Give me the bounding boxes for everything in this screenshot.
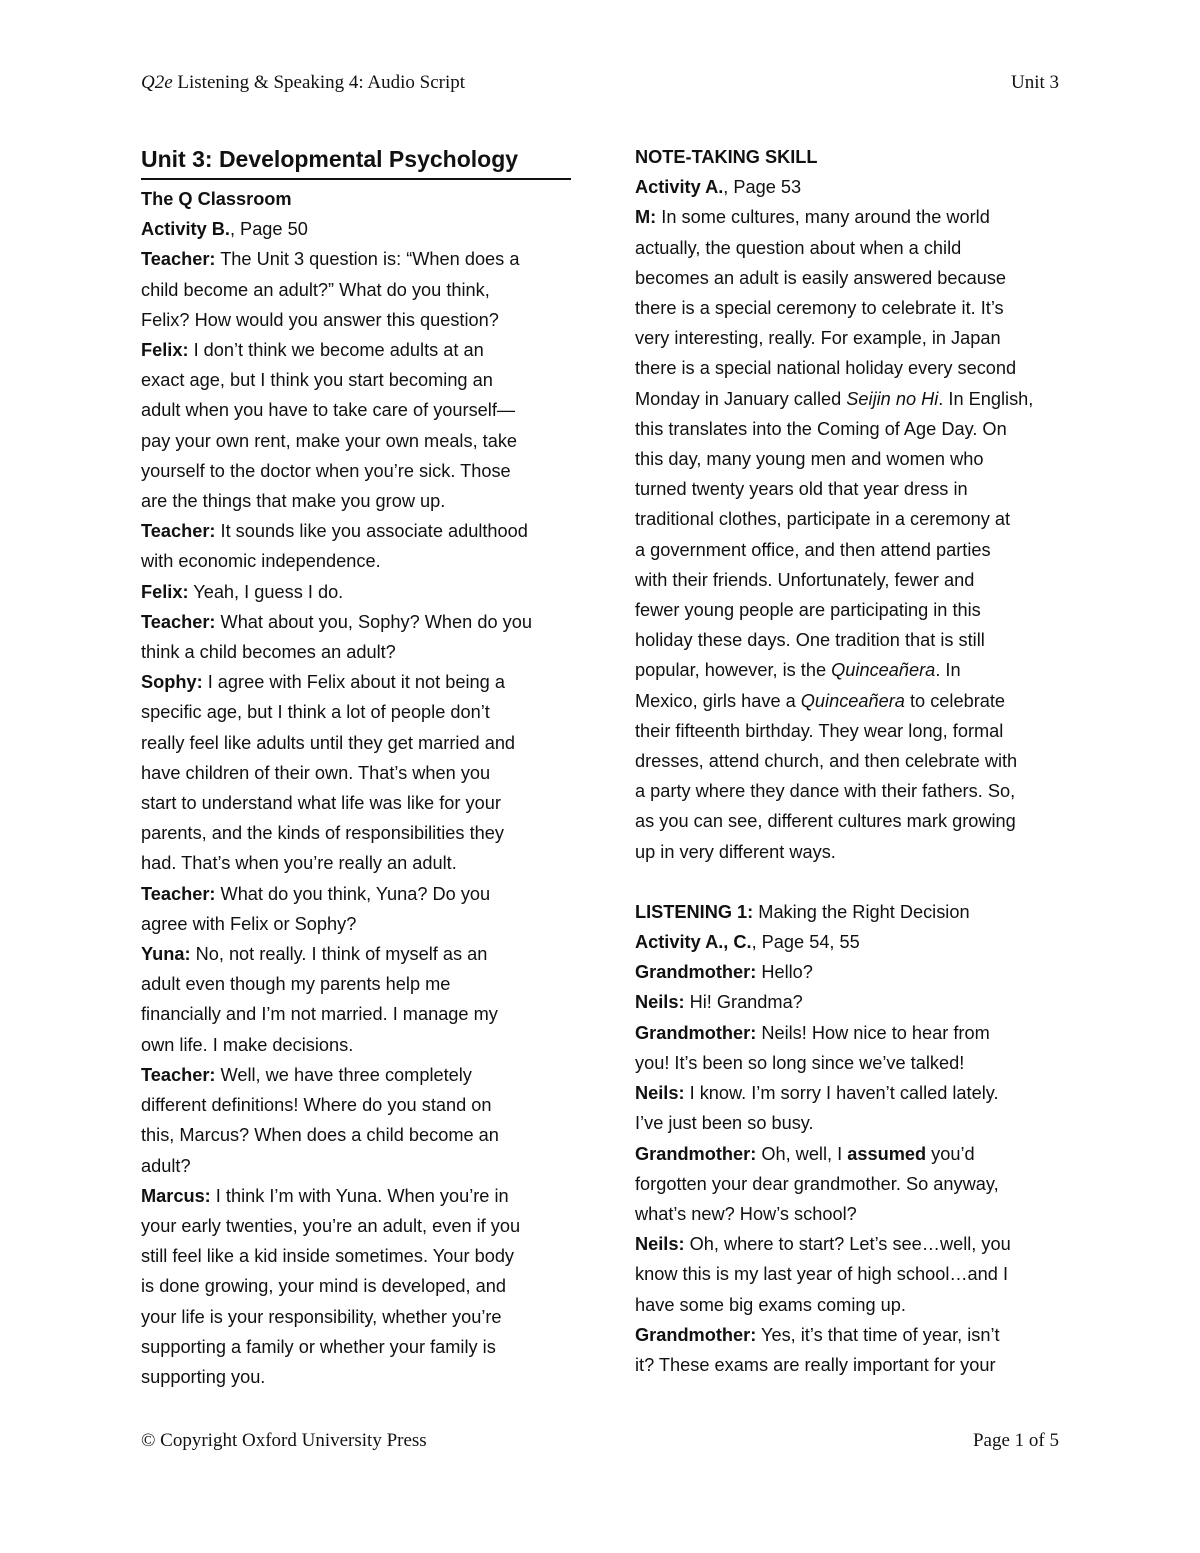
transcript-line: Grandmother: Yes, it’s that time of year, isn’t [635,1324,1000,1345]
speaker-label: Marcus: [141,1185,211,1206]
transcript-line: different definitions! Where do you stand on [141,1095,492,1116]
transcript-line: is done growing, your mind is developed, and [141,1276,506,1297]
speaker-label: Felix: [141,340,189,361]
transcript-line: Sophy: I agree with Felix about it not being a [141,672,505,693]
transcript-line: yourself to the doctor when you’re sick. Those [141,460,511,481]
transcript-line: M: In some cultures, many around the world [635,207,990,228]
transcript-line: have some big exams coming up. [635,1294,906,1315]
page-footer [141,1430,1059,1460]
transcript-line: Neils: Oh, where to start? Let’s see…well, you [635,1234,1011,1255]
emphasis: Seijin no Hi [846,388,939,409]
transcript-line: adult even though my parents help me [141,974,451,995]
emphasis: Quinceañera [800,690,905,711]
transcript-line: with economic independence. [141,551,381,572]
transcript-line: specific age, but I think a lot of people don’t [141,702,490,723]
transcript-line: this translates into the Coming of Age Day. On [635,418,1007,439]
transcript-line: what’s new? How’s school? [635,1203,857,1224]
activity-page: , Page 53 [723,177,802,198]
transcript-line: as you can see, different cultures mark growing [635,811,1016,832]
transcript-line: Teacher: What about you, Sophy? When do you [141,611,532,632]
header-title [141,72,465,94]
speaker-label: Neils: [635,1083,685,1104]
header-title-rest: Listening & Speaking 4: Audio Script [172,72,466,93]
speaker-label: M: [635,207,657,228]
transcript-line: are the things that make you grow up. [141,491,446,512]
right-column [635,142,1065,1380]
speaker-label: Sophy: [141,672,203,693]
transcript-line: financially and I’m not married. I manage my [141,1004,498,1025]
transcript-line: this, Marcus? When does a child become an [141,1125,499,1146]
transcript-line: Felix: I don’t think we become adults at an [141,340,484,361]
transcript-line: start to understand what life was like for your [141,793,501,814]
page-header [141,72,1059,102]
transcript-line: pay your own rent, make your own meals, take [141,430,518,451]
transcript-line: Felix: Yeah, I guess I do. [141,581,344,602]
transcript-line: child become an adult?” What do you think, [141,279,490,300]
listening-heading [635,897,1065,927]
header-title-italic: Q2e [141,72,173,93]
transcript-line: up in very different ways. [635,841,836,862]
transcript-line: have children of their own. That’s when you [141,762,491,783]
header-unit: Unit 3 [1010,72,1059,93]
transcript-line: popular, however, is the Quinceañera. In [635,660,961,681]
transcript-line: Grandmother: Neils! How nice to hear from [635,1022,990,1043]
transcript-line: Teacher: It sounds like you associate adulthood [141,521,528,542]
left-column [141,142,571,1392]
unit-title: Unit 3: Developmental Psychology [141,142,571,180]
transcript-line: adult when you have to take care of yourself— [141,400,516,421]
transcript-line: there is a special ceremony to celebrate it. It’s [635,298,1004,319]
transcript-line: Teacher: The Unit 3 question is: “When does a [141,249,520,270]
transcript-line: parents, and the kinds of responsibilities they [141,823,504,844]
speaker-label: Felix: [141,581,189,602]
transcript-line: Grandmother: Hello? [635,962,813,983]
transcript-line: know this is my last year of high school…and I [635,1264,1009,1285]
transcript-line: Yuna: No, not really. I think of myself as an [141,944,488,965]
transcript-line: Neils: I know. I’m sorry I haven’t called lately. [635,1083,999,1104]
transcript-line: your life is your responsibility, whether you’re [141,1306,502,1327]
note-activity-heading [635,172,1065,202]
listening-activity-heading [635,927,1065,957]
transcript-line: a party where they dance with their fathers. So, [635,781,1016,802]
transcript-line: your early twenties, you’re an adult, even if you [141,1215,521,1236]
transcript-line: becomes an adult is easily answered because [635,267,1007,288]
note-transcript [635,202,1065,866]
page-number: Page 1 of 5 [972,1430,1059,1451]
speaker-label: Grandmother: [635,962,757,983]
speaker-label: Teacher: [141,249,216,270]
speaker-label: Grandmother: [635,1143,757,1164]
transcript-line: a government office, and then attend parties [635,539,991,560]
listening-title: Making the Right Decision [753,901,970,922]
transcript-line: Teacher: Well, we have three completely [141,1064,472,1085]
listening-transcript [635,957,1065,1380]
transcript-line: exact age, but I think you start becoming an [141,370,493,391]
speaker-label: Teacher: [141,611,216,632]
transcript-line: supporting a family or whether your family is [141,1336,496,1357]
transcript-line: actually, the question about when a child [635,237,962,258]
transcript-line: dresses, attend church, and then celebrate with [635,751,1018,772]
transcript-line: it? These exams are really important for your [635,1354,996,1375]
transcript-line: still feel like a kid inside sometimes. Your body [141,1246,515,1267]
transcript-line: own life. I make decisions. [141,1034,354,1055]
section-heading: The Q Classroom [141,189,292,209]
transcript-line: you! It’s been so long since we’ve talked! [635,1052,965,1073]
speaker-label: Teacher: [141,521,216,542]
transcript-line: agree with Felix or Sophy? [141,913,357,934]
listening-label: LISTENING 1: [635,901,754,922]
transcript-line: fewer young people are participating in this [635,600,981,621]
left-transcript [141,244,571,1392]
note-taking-heading: NOTE-TAKING SKILL [635,147,818,167]
speaker-label: Teacher: [141,883,216,904]
transcript-line: adult? [141,1155,191,1176]
transcript-line: Felix? How would you answer this question? [141,309,499,330]
transcript-line: Teacher: What do you think, Yuna? Do you [141,883,491,904]
transcript-line: supporting you. [141,1366,266,1387]
transcript-line: Grandmother: Oh, well, I assumed you’d [635,1143,975,1164]
transcript-line: there is a special national holiday every second [635,358,1017,379]
activity-heading [141,214,571,244]
transcript-line: Mexico, girls have a Quinceañera to celebrate [635,690,1006,711]
transcript-line: their fifteenth birthday. They wear long, formal [635,720,1004,741]
speaker-label: Teacher: [141,1064,216,1085]
spacer [635,867,1065,897]
transcript-line: Neils: Hi! Grandma? [635,992,803,1013]
transcript-line: I’ve just been so busy. [635,1113,814,1134]
transcript-line: Monday in January called Seijin no Hi. In English, [635,388,1034,409]
transcript-line: Marcus: I think I’m with Yuna. When you’re in [141,1185,509,1206]
activity-label: Activity A. [635,177,724,198]
activity-label: Activity B. [141,219,230,240]
speaker-label: Grandmother: [635,1022,757,1043]
activity-label: Activity A., C. [635,932,752,953]
transcript-line: traditional clothes, participate in a ceremony at [635,509,1011,530]
emphasis: assumed [847,1143,927,1164]
transcript-line: turned twenty years old that year dress in [635,479,968,500]
emphasis: Quinceañera [831,660,936,681]
transcript-line: forgotten your dear grandmother. So anyway, [635,1173,999,1194]
activity-page: , Page 54, 55 [751,932,860,953]
speaker-label: Yuna: [141,944,191,965]
copyright: © Copyright Oxford University Press [141,1430,427,1451]
speaker-label: Neils: [635,992,685,1013]
transcript-line: really feel like adults until they get married and [141,732,516,753]
activity-page: , Page 50 [229,219,308,240]
transcript-line: holiday these days. One tradition that is still [635,630,985,651]
transcript-line: think a child becomes an adult? [141,642,396,663]
transcript-line: very interesting, really. For example, in Japan [635,328,1001,349]
speaker-label: Grandmother: [635,1324,757,1345]
transcript-line: had. That’s when you’re really an adult. [141,853,457,874]
transcript-line: this day, many young men and women who [635,449,984,470]
speaker-label: Neils: [635,1234,685,1255]
transcript-line: with their friends. Unfortunately, fewer and [635,569,975,590]
